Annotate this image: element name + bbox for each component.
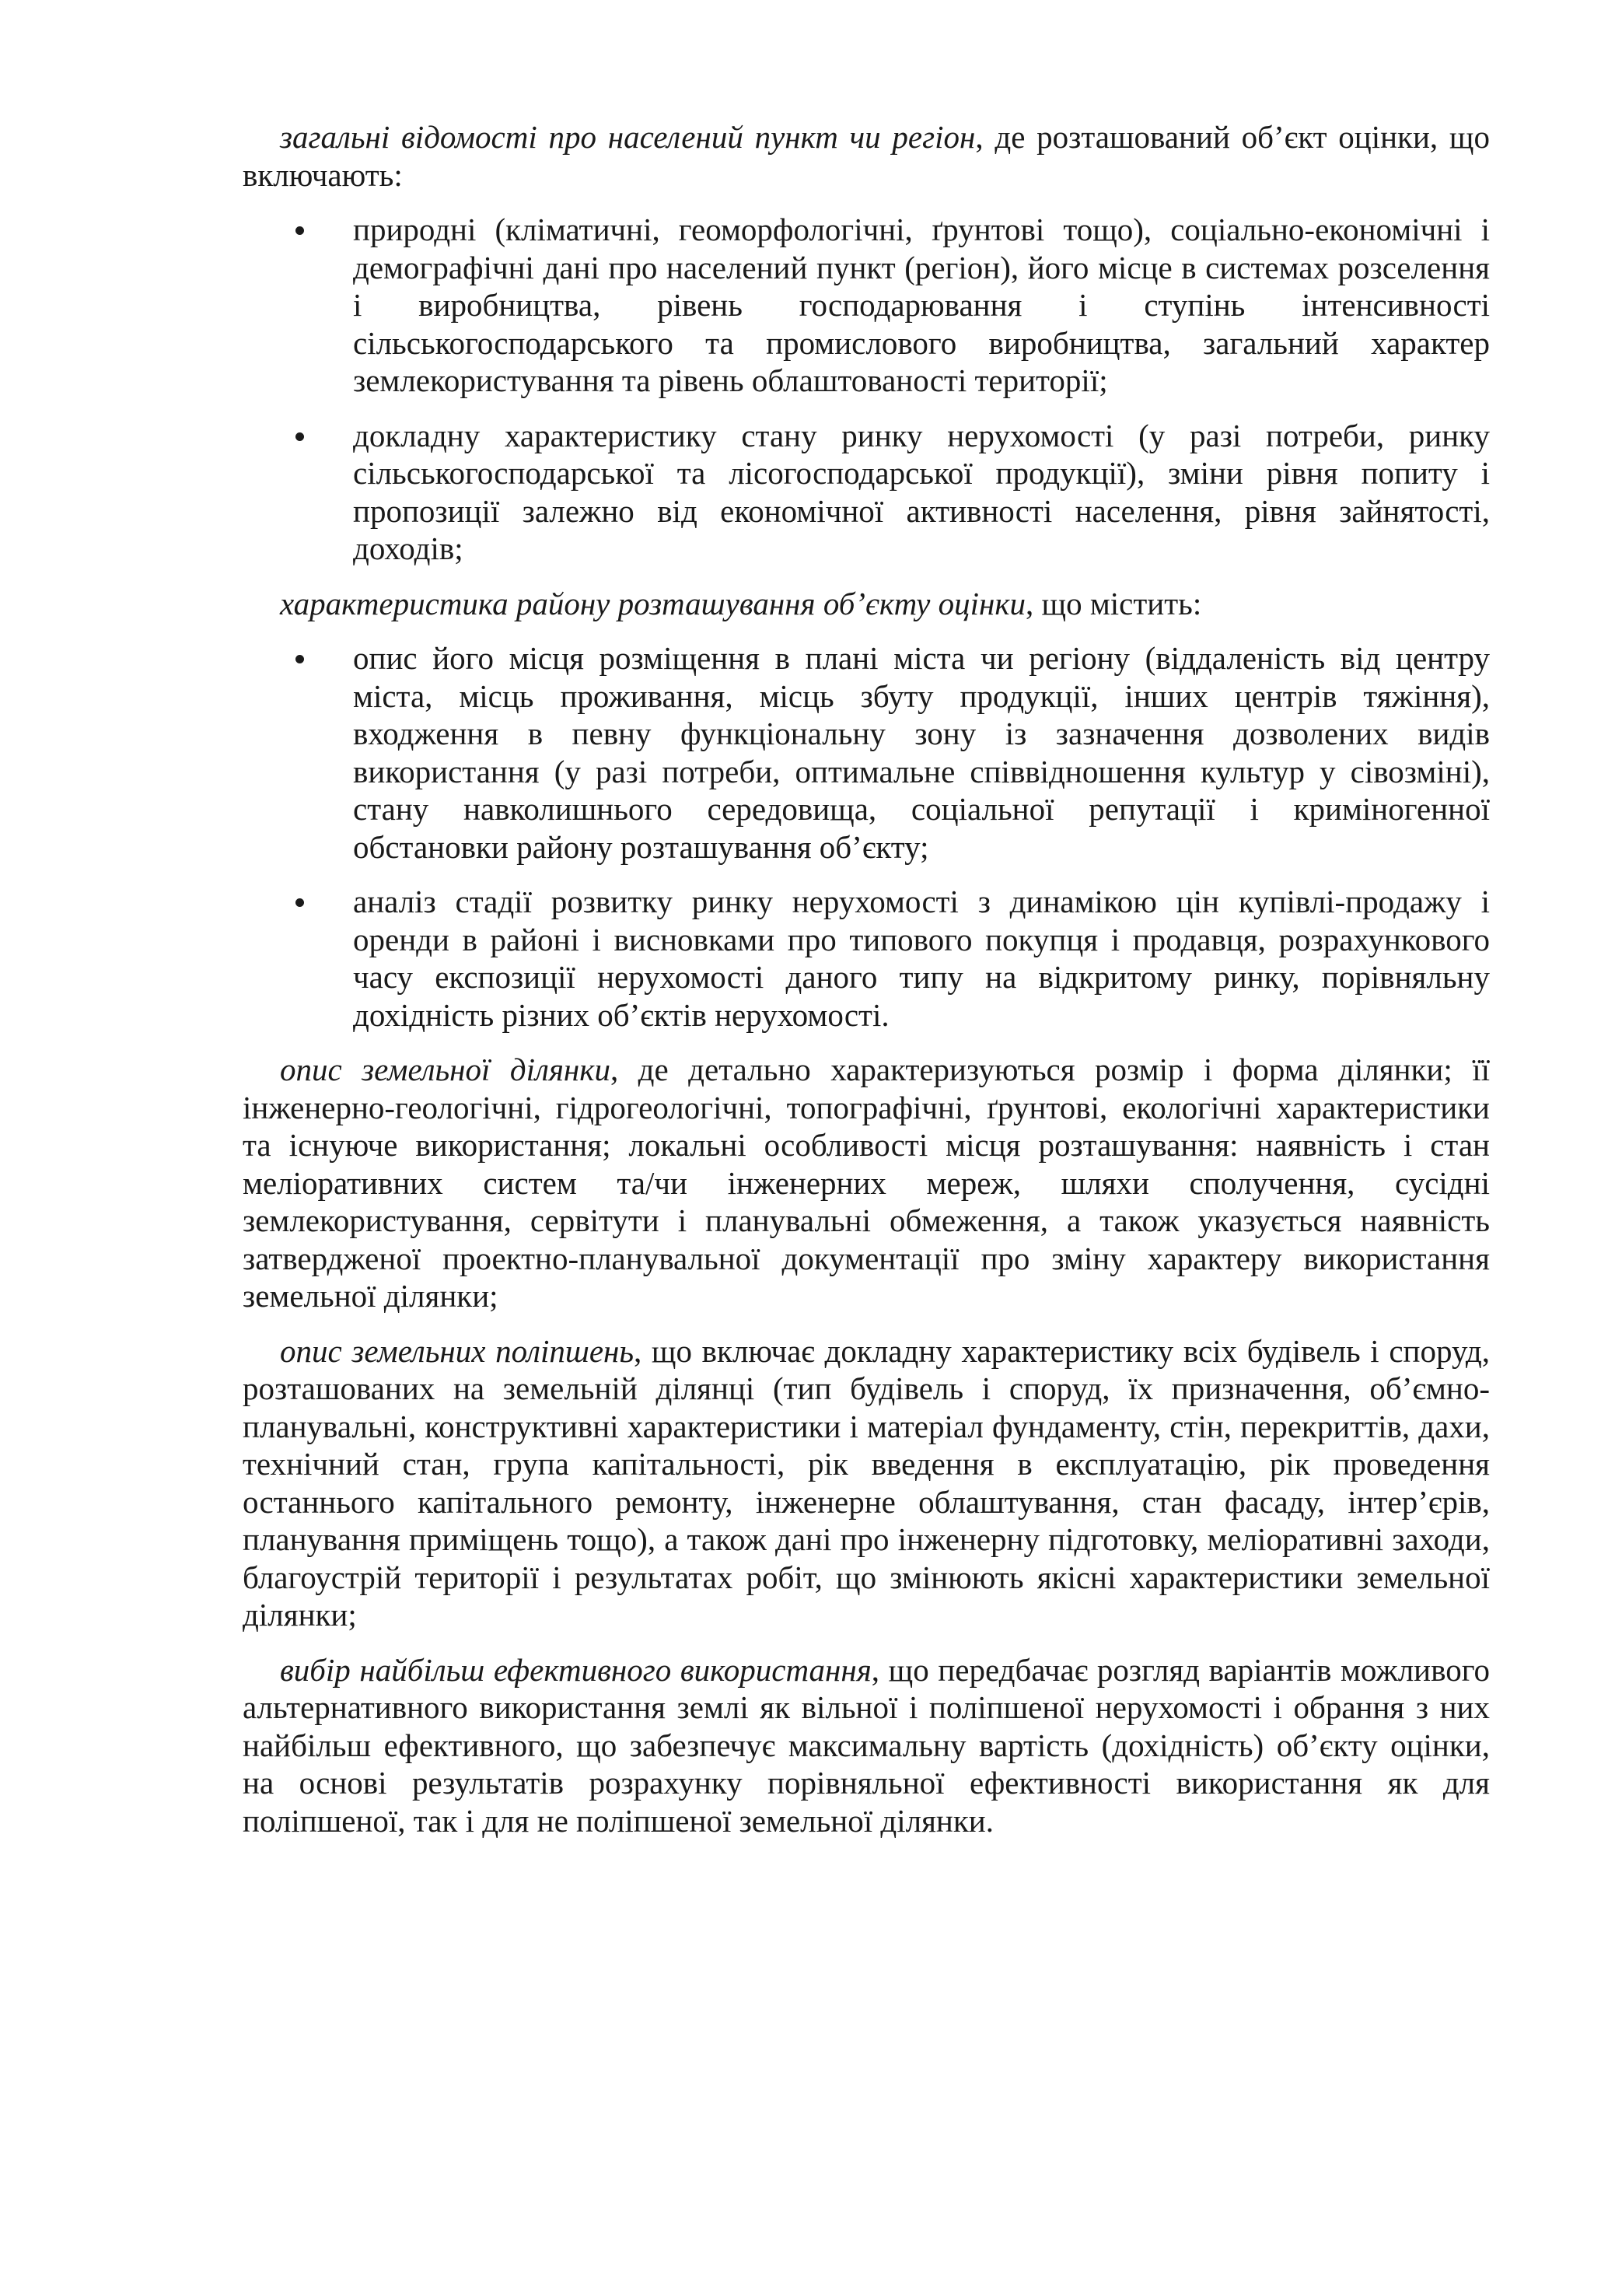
paragraph-land-plot — [243, 1051, 1490, 1315]
paragraph-best-use — [243, 1651, 1490, 1840]
bullet-icon — [295, 655, 304, 663]
section-district-term: характеристика району розташування об’єкту оцінки — [280, 585, 1026, 621]
bullet-icon — [295, 226, 304, 235]
list-item — [243, 639, 1490, 866]
section-district-list — [243, 639, 1490, 1034]
paragraph-improvements-text: , що включає докладну характеристику всіх будівель і споруд, розташованих на земельній ділянці (тип будівель і споруд, їх призначення, об’ємно-планувальні, конструктивні характеристики і матеріал фундаменту, стін, перекриттів, дахи, технічний стан, група капітальності, рік введення в експлуатацію, рік проведення останнього капітального ремонту, інженерне облаштування, стан фасаду, інтер’єрів, планування приміщень тощо), а також дані про інженерну підготовку, меліоративні заходи, благоустрій території і результатах робіт, що змінюють якісні характеристики земельної ділянки; — [243, 1332, 1490, 1633]
list-item — [243, 211, 1490, 400]
paragraph-land-plot-term: опис земельної ділянки — [280, 1052, 610, 1087]
list-item-text: природні (кліматичні, геоморфологічні, ґрунтові тощо), соціально-економічні і демографічні дані про населений пункт (регіон), його місце в системах розселення і виробництва, рівень господарювання і ступінь інтенсивності сільськогосподарського та промислового виробництва, загальний характер землекористування та рівень облаштованості території; — [353, 212, 1490, 398]
list-item-text: докладну характеристику стану ринку нерухомості (у разі потреби, ринку сільськогосподарської та лісогосподарської продукції), зміни рівня попиту і пропозиції залежно від економічної активності населення, рівня зайнятості, доходів; — [353, 417, 1490, 566]
list-item — [243, 883, 1490, 1034]
document-body — [243, 118, 1490, 1857]
paragraph-land-plot-text: , де детально характеризуються розмір і форма ділянки; її інженерно-геологічні, гідрогеологічні, топографічні, ґрунтові, екологічні характеристики та існуюче використання; локальні особливості місця розташування: наявність і стан меліоративних систем та/чи інженерних мереж, шляхи сполучення, сусідні землекористування, сервітути і планувальні обмеження, а також указується наявність затвердженої проектно-планувальної документації про зміну характеру використання земельної ділянки; — [243, 1052, 1490, 1314]
list-item — [243, 417, 1490, 568]
section-general-info-text: , де розташований об’єкт оцінки, що включають: — [243, 119, 1490, 193]
section-general-info-intro — [243, 118, 1490, 194]
paragraph-best-use-text: , що передбачає розгляд варіантів можливого альтернативного використання землі як вільної і поліпшеної нерухомості і обрання з них найбільш ефективного, що забезпечує максимальну вартість (дохідність) об’єкту оцінки, на основі результатів розрахунку порівняльної ефективності використання як для поліпшеної, так і для не поліпшеної земельної ділянки. — [243, 1651, 1490, 1839]
section-district-text: , що містить: — [1026, 585, 1202, 621]
bullet-icon — [295, 898, 304, 907]
section-general-info-list — [243, 211, 1490, 568]
list-item-text: аналіз стадії розвитку ринку нерухомості з динамікою цін купівлі-продажу і оренди в районі і висновками про типового покупця і продавця, розрахункового часу експозиції нерухомості даного типу на відкритому ринку, порівняльну дохідність різних об’єктів нерухомості. — [353, 884, 1490, 1033]
section-general-info-term: загальні відомості про населений пункт чи регіон — [280, 119, 976, 155]
list-item-text: опис його місця розміщення в плані міста чи регіону (віддаленість від центру міста, місць проживання, місць збуту продукції, інших центрів тяжіння), входження в певну функціональну зону із зазначення дозволених видів використання (у разі потреби, оптимальне співвідношення культур у сівозміні), стану навколишнього середовища, соціальної репутації і криміногенної обстановки району розташування об’єкту; — [353, 640, 1490, 865]
paragraph-improvements-term: опис земельних поліпшень — [280, 1332, 634, 1369]
paragraph-best-use-term: вибір найбільш ефективного використання — [280, 1651, 872, 1688]
bullet-icon — [295, 432, 304, 441]
paragraph-improvements — [243, 1332, 1490, 1634]
section-district-intro — [243, 585, 1490, 623]
